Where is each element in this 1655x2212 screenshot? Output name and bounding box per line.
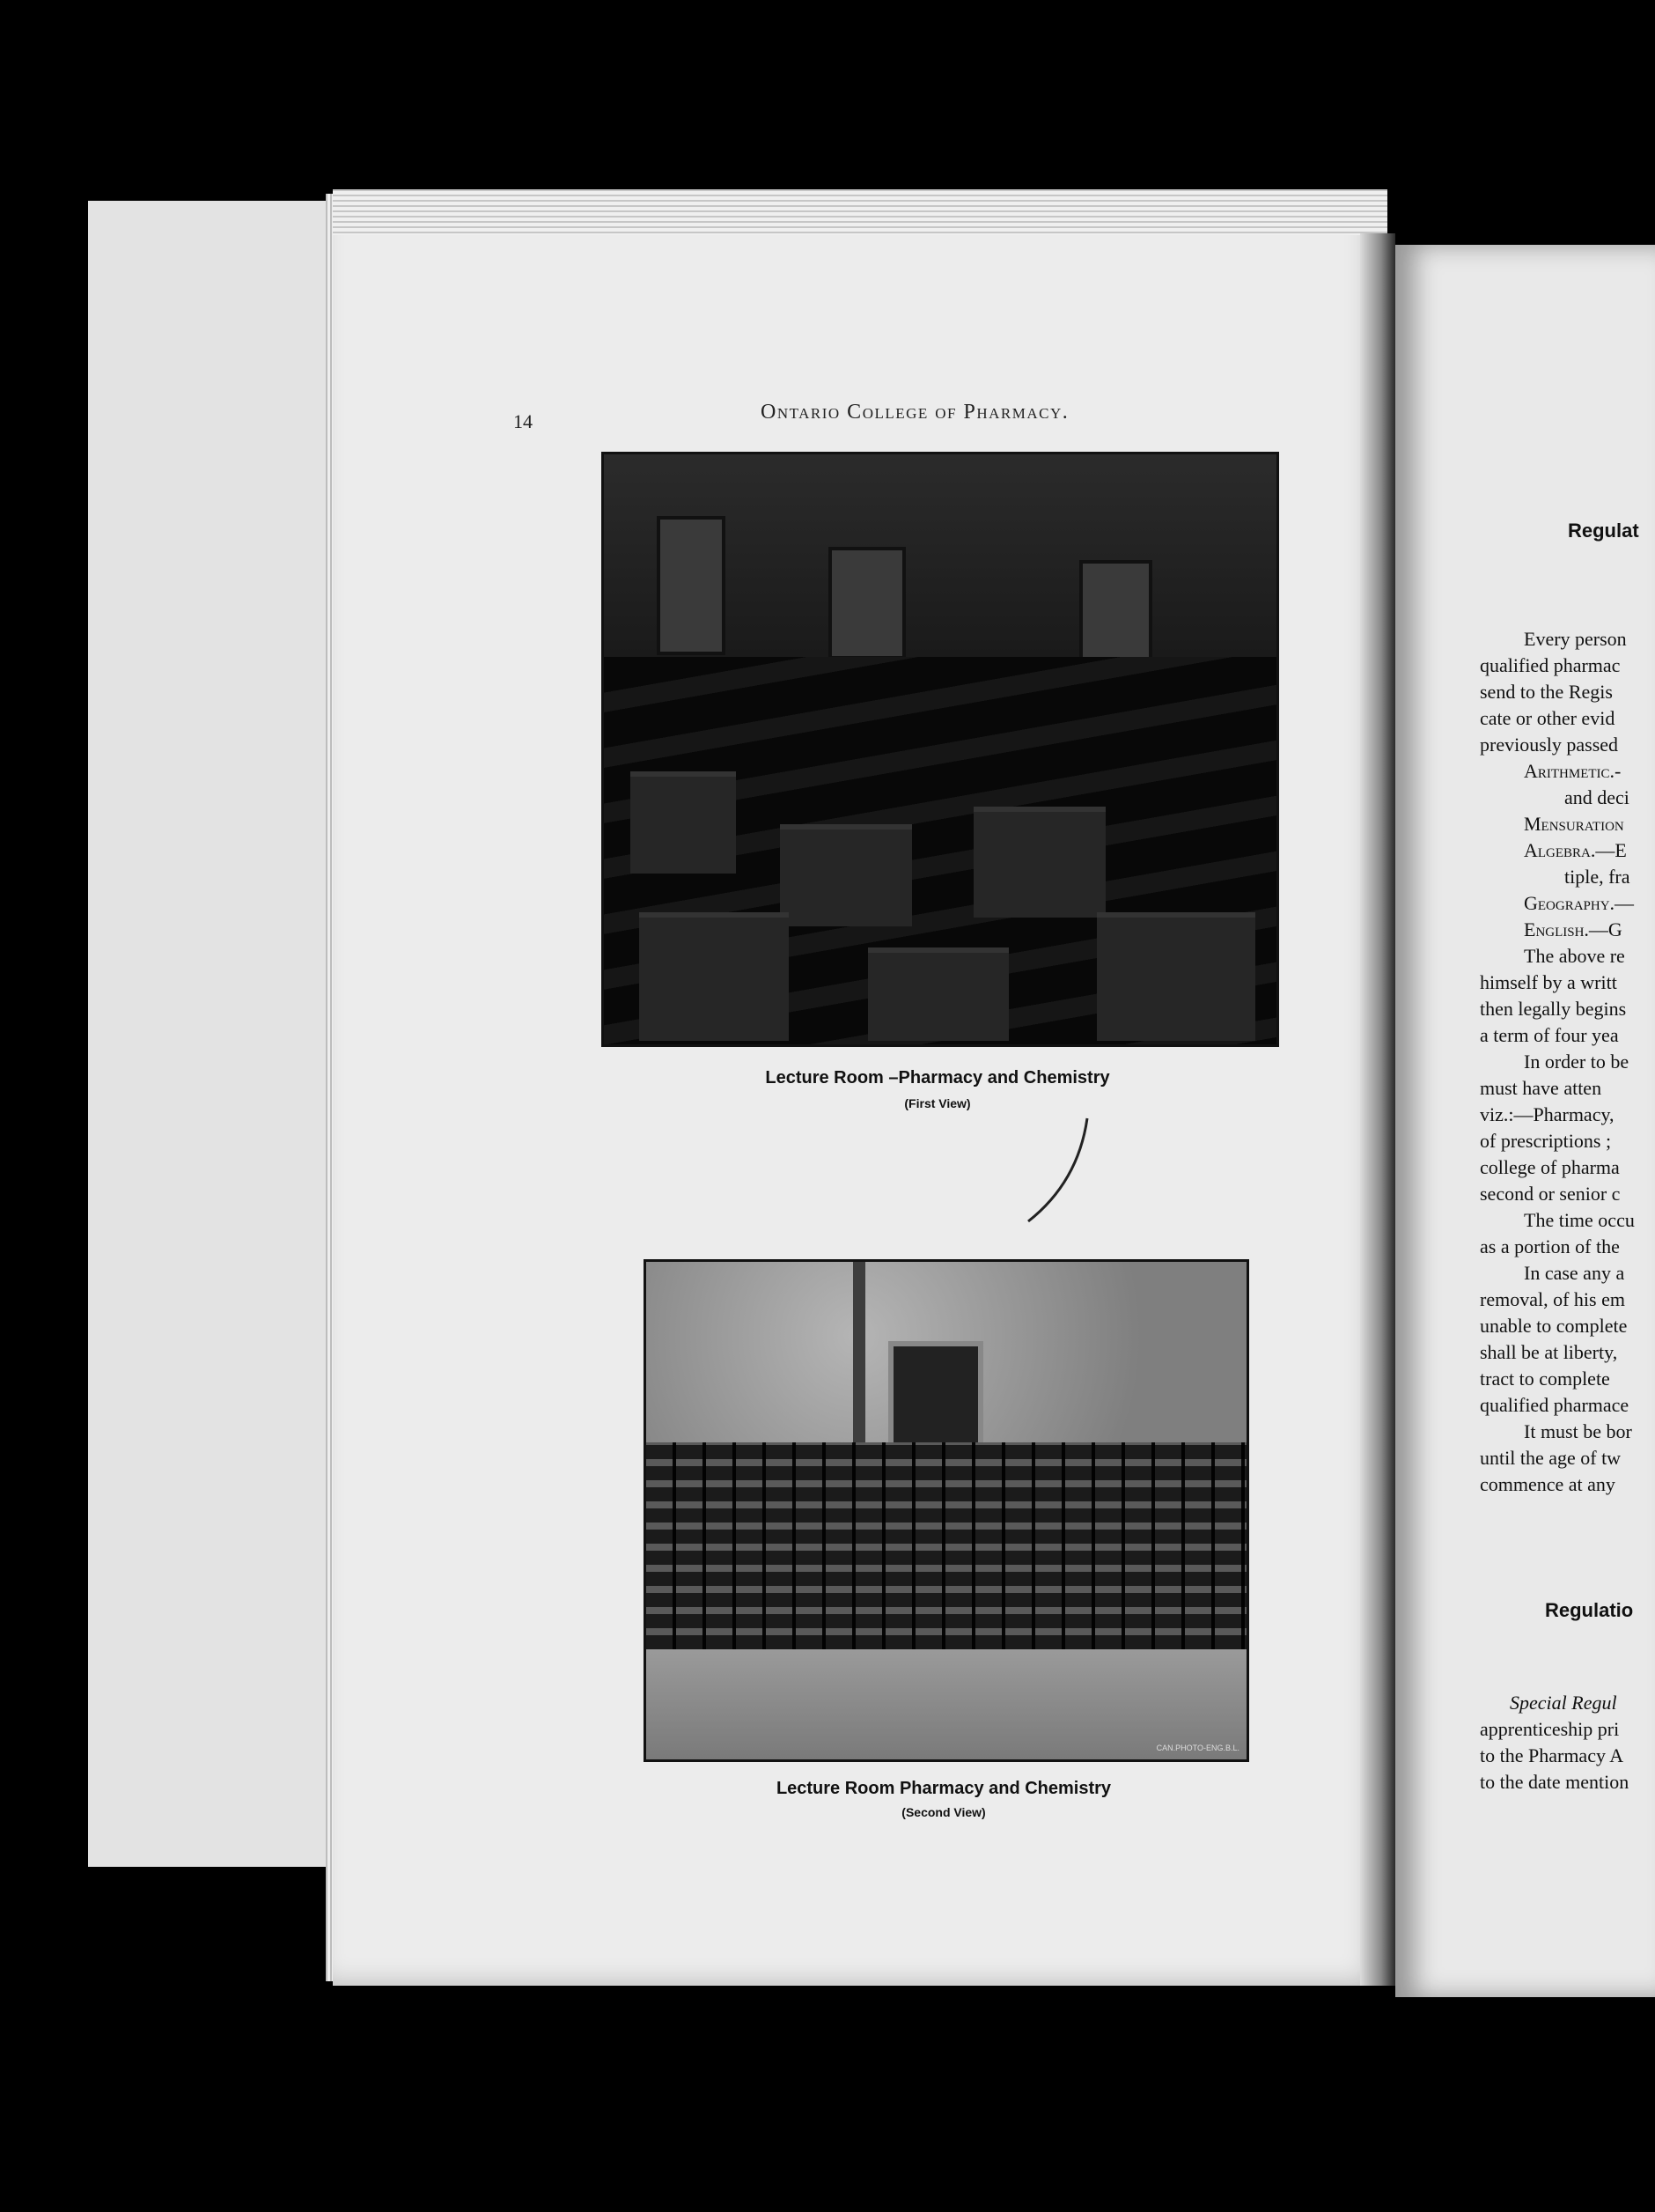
right-text-line: Geography.— — [1524, 892, 1635, 914]
right-text-line: commence at any — [1480, 1473, 1615, 1495]
book-gutter — [1360, 233, 1395, 1986]
photo-seat — [1097, 912, 1255, 1041]
caption-first-view: Lecture Room –Pharmacy and Chemistry — [765, 1068, 1110, 1088]
right-text-line: Special Regul — [1510, 1692, 1617, 1714]
right-text-line: to the date mention — [1480, 1771, 1629, 1793]
page-number: 14 — [513, 410, 533, 432]
right-text-line: then legally begins — [1480, 998, 1627, 1020]
right-text-line: unable to complete — [1480, 1315, 1628, 1337]
right-text-line: of prescriptions ; — [1480, 1130, 1612, 1152]
right-text-line: viz.:—Pharmacy, — [1480, 1103, 1615, 1125]
right-text-line: tract to complete — [1480, 1368, 1610, 1390]
right-text-line: removal, of his em — [1480, 1288, 1625, 1310]
right-text-line: send to the Regis — [1480, 681, 1613, 703]
right-text-line: tiple, fra — [1564, 866, 1630, 888]
right-text-line: second or senior c — [1480, 1183, 1621, 1205]
right-text-line: Mensuration — [1524, 813, 1624, 835]
right-text-line: shall be at liberty, — [1480, 1341, 1618, 1363]
photo-seat — [630, 771, 736, 874]
caption-second-view: Lecture Room Pharmacy and Chemistry — [776, 1779, 1112, 1798]
photo-window — [657, 516, 725, 655]
photo-seat — [974, 807, 1106, 918]
subcaption-second-view: (Second View) — [901, 1805, 986, 1819]
right-heading-2: Regulatio — [1545, 1599, 1634, 1621]
photo-seat — [780, 824, 912, 926]
right-text-line: Algebra.—E — [1524, 839, 1627, 861]
right-text-line: a term of four yea — [1480, 1024, 1619, 1046]
right-text-line: to the Pharmacy A — [1480, 1744, 1624, 1766]
right-text-line: cate or other evid — [1480, 707, 1615, 729]
right-text-line: English.—G — [1524, 918, 1622, 940]
top-page-edges — [333, 189, 1387, 235]
right-text-line: college of pharma — [1480, 1156, 1620, 1178]
photo-seat — [868, 947, 1009, 1041]
photo-lecture-room-first-view — [601, 452, 1279, 1047]
photo-window — [828, 547, 906, 660]
right-text-line: Arithmetic.- — [1524, 760, 1622, 782]
photo-lecture-room-second-view — [644, 1259, 1249, 1762]
right-text-line: Every person — [1524, 628, 1627, 650]
right-heading-1: Regulat — [1568, 520, 1639, 542]
right-text-line: as a portion of the — [1480, 1235, 1620, 1257]
right-text-line: must have atten — [1480, 1077, 1602, 1099]
right-text-line: and deci — [1564, 786, 1629, 808]
photo-credit: CAN.PHOTO-ENG.B.L. — [1156, 1744, 1239, 1752]
photo-window — [1079, 560, 1152, 664]
right-text-line: qualified pharmace — [1480, 1394, 1629, 1416]
right-page — [1395, 245, 1655, 1997]
photo-seats — [646, 1442, 1247, 1649]
right-text-line: The above re — [1524, 945, 1625, 967]
right-text-line: previously passed — [1480, 734, 1619, 756]
subcaption-first-view: (First View) — [904, 1096, 971, 1110]
running-head: Ontario College of Pharmacy. — [761, 401, 1070, 424]
left-leaf-stack — [88, 201, 352, 1867]
right-text-line: himself by a writt — [1480, 971, 1617, 993]
right-text-line: qualified pharmac — [1480, 654, 1621, 676]
photo-seat — [639, 912, 789, 1041]
right-text-line: In case any a — [1524, 1262, 1625, 1284]
right-text-line: until the age of tw — [1480, 1447, 1622, 1469]
right-text-line: It must be bor — [1524, 1420, 1632, 1442]
right-text-line: In order to be — [1524, 1051, 1629, 1073]
right-text-line: apprenticeship pri — [1480, 1718, 1620, 1740]
right-text-line: The time occu — [1524, 1209, 1635, 1231]
pen-mark — [1021, 1114, 1092, 1228]
